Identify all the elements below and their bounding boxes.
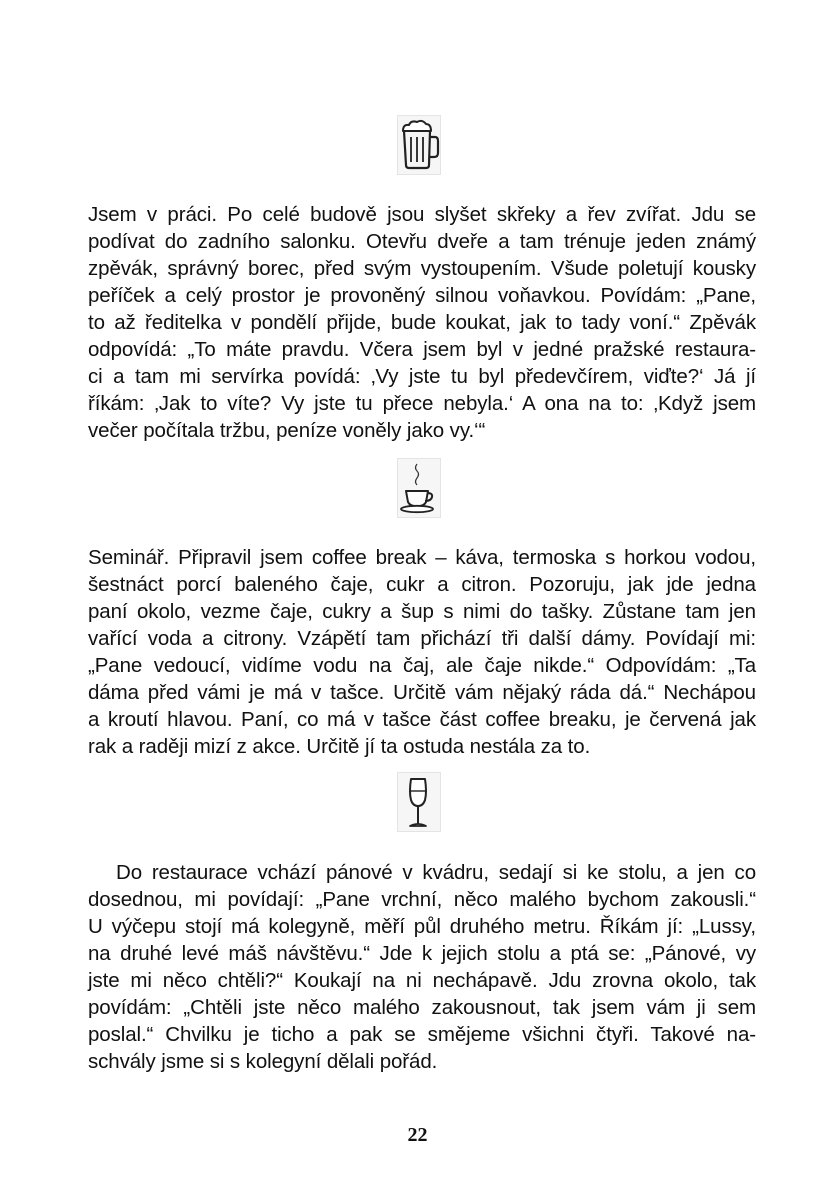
text-line: odpovídá: „To máte pravdu. Včera jsem byl v jedné pražské restaura- — [88, 338, 756, 361]
story-paragraph-3 — [88, 859, 756, 1075]
text-line: poslal.“ Chvilku je ticho a pak se smějeme všichni čtyři. Takové na- — [88, 1023, 756, 1046]
text-line: U výčepu stojí má kolegyně, měří půl druhého metru. Říkám jí: „Lussy, — [88, 915, 756, 938]
wine-glass-icon — [397, 772, 441, 832]
text-line: Jsem v práci. Po celé budově jsou slyšet skřeky a řev zvířat. Jdu se — [88, 203, 756, 226]
text-line: ci a tam mi servírka povídá: ‚Vy jste tu byl předevčírem, viďte?‘ Já jí — [88, 365, 756, 388]
text-line: povídám: „Chtěli jste něco malého zakousnout, tak jsem vám ji sem — [88, 996, 756, 1019]
story-paragraph-1 — [88, 201, 756, 444]
text-line: peříček a celý prostor je provoněný silnou voňavkou. Povídám: „Pane, — [88, 284, 756, 307]
text-line: to až ředitelka v pondělí přijde, bude koukat, jak to tady voní.“ Zpěvák — [88, 311, 756, 334]
text-line: rak a raději mizí z akce. Určitě jí ta ostuda nestála za to. — [88, 735, 591, 758]
text-line: dáma před vámi je má v tašce. Určitě vám nějaký ráda dá.“ Nechápou — [88, 681, 756, 704]
text-line: a kroutí hlavou. Paní, co má v tašce část coffee breaku, je červená jak — [88, 708, 756, 731]
text-line: Do restaurace vchází pánové v kvádru, sedají si ke stolu, a jen co — [116, 861, 756, 884]
text-line: šestnáct porcí baleného čaje, cukr a citron. Pozoruju, jak jde jedna — [88, 573, 756, 596]
text-line: večer počítala tržbu, peníze voněly jako vy.‘“ — [88, 419, 486, 442]
text-line: „Pane vedoucí, vidíme vodu na čaj, ale čaje nikde.“ Odpovídám: „Ta — [88, 654, 756, 677]
story-paragraph-2 — [88, 544, 756, 760]
text-line: zpěvák, správný borec, před svým vystoupením. Všude poletují kousky — [88, 257, 756, 280]
coffee-cup-icon — [397, 458, 441, 518]
text-line: jste mi něco chtěli?“ Koukají na ni nechápavě. Jdu zrovna okolo, tak — [88, 969, 756, 992]
beer-mug-icon — [397, 115, 441, 175]
text-line: říkám: ‚Jak to víte? Vy jste tu přece nebyla.‘ A ona na to: ‚Když jsem — [88, 392, 756, 415]
text-line: vařící voda a citrony. Vzápětí tam přichází tři další dámy. Povídají mi: — [88, 627, 756, 650]
text-line: schvály jsme si s kolegyní dělali pořád. — [88, 1050, 438, 1073]
text-line: dosednou, mi povídají: „Pane vrchní, něco malého bychom zakousli.“ — [88, 888, 756, 911]
page-number: 22 — [407, 1124, 428, 1146]
text-line: paní okolo, vezme čaje, cukry a šup s nimi do tašky. Zůstane tam jen — [88, 600, 756, 623]
text-line: Seminář. Připravil jsem coffee break – káva, termoska s horkou vodou, — [88, 546, 756, 569]
text-line: podívat do zadního salonku. Otevřu dveře a tam trénuje jeden známý — [88, 230, 756, 253]
text-line: na druhé levé máš návštěvu.“ Jde k jejich stolu a ptá se: „Pánové, vy — [88, 942, 756, 965]
